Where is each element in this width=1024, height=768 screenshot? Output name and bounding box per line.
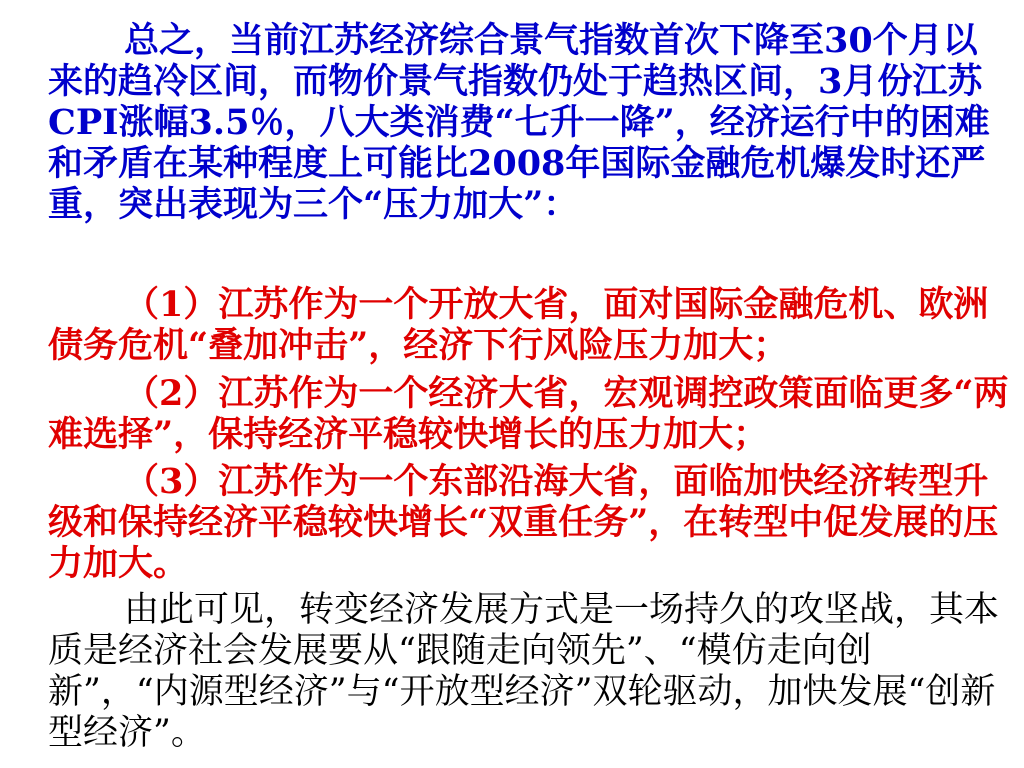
conclusion-paragraph: 由此可见，转变经济发展方式是一场持久的攻坚战，其本质是经济社会发展要从“跟随走向领先”、“模仿走向创新”，“内源型经济”与“开放型经济”双轮驱动，加快发展“创新型经济”。 [48,590,1000,753]
point-2-paragraph: （2）江苏作为一个经济大省，宏观调控政策面临更多“两难选择”，保持经济平稳较快增长的压力加大； [48,373,1009,455]
summary-paragraph: 总之，当前江苏经济综合景气指数首次下降至30个月以来的趋冷区间，而物价景气指数仍处于趋热区间，3月份江苏CPI涨幅3.5％，八大类消费“七升一降”，经济运行中的困难和矛盾在某种程度上可能比2008年国际金融危机爆发时还严重，突出表现为三个“压力加大”： [48,20,990,225]
point-3-paragraph: （3）江苏作为一个东部沿海大省，面临加快经济转型升级和保持经济平稳较快增长“双重任务”，在转型中促发展的压力加大。 [48,461,999,584]
point-1-paragraph: （1）江苏作为一个开放大省，面对国际金融危机、欧洲债务危机“叠加冲击”，经济下行风险压力加大； [48,284,989,366]
